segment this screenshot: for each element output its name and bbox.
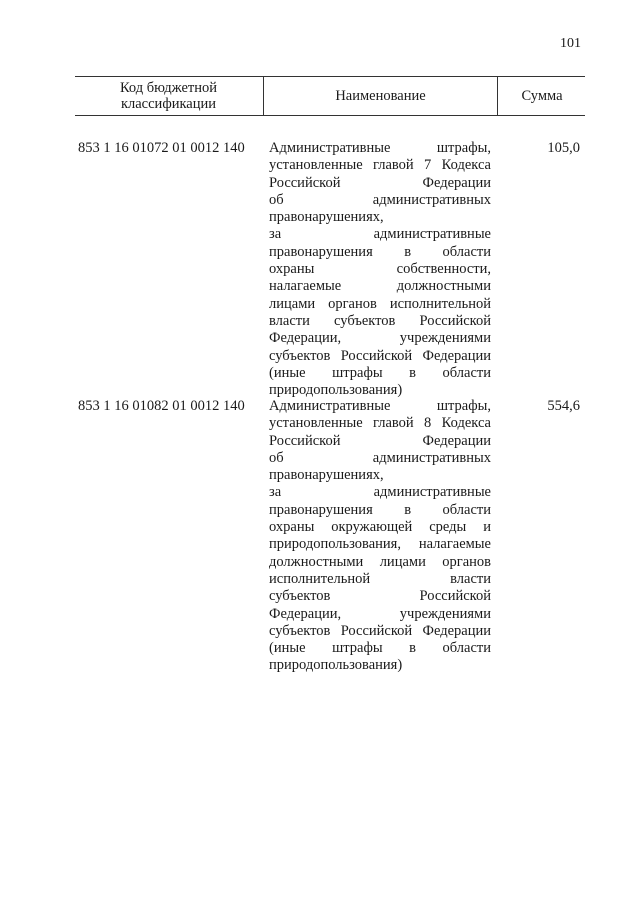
row-sum: 554,6 bbox=[547, 398, 580, 414]
description-line: должностными лицами органов bbox=[269, 553, 491, 570]
row-sum: 105,0 bbox=[547, 140, 580, 156]
description-line: исполнительной власти bbox=[269, 570, 491, 587]
description-line: правонарушениях, bbox=[269, 467, 384, 484]
description-line: охраны окружающей среды и bbox=[269, 519, 491, 536]
description-line: установленные главой 8 Кодекса bbox=[269, 415, 491, 432]
description-line: Федерации, учреждениями bbox=[269, 605, 491, 622]
description-line: субъектов Российской bbox=[269, 588, 491, 605]
description-line: Российской Федерации bbox=[269, 432, 491, 449]
description-line: природопользования, налагаемые bbox=[269, 536, 491, 553]
table-header bbox=[75, 76, 585, 116]
description-line: власти субъектов Российской bbox=[269, 312, 491, 329]
description-line: (иные штрафы в области bbox=[269, 364, 491, 381]
description-line: правонарушения в области bbox=[269, 501, 491, 518]
description-line: за административные bbox=[269, 226, 491, 243]
description-line: об административных bbox=[269, 449, 491, 466]
budget-code: 853 1 16 01072 01 0012 140 bbox=[78, 140, 245, 156]
description-line: природопользования) bbox=[269, 382, 403, 399]
description-line: налагаемые должностными bbox=[269, 278, 491, 295]
description-line: субъектов Российской Федерации bbox=[269, 347, 491, 364]
description-line: об административных bbox=[269, 191, 491, 208]
description-line: (иные штрафы в области bbox=[269, 640, 491, 657]
budget-code: 853 1 16 01082 01 0012 140 bbox=[78, 398, 245, 414]
description-line: Федерации, учреждениями bbox=[269, 330, 491, 347]
description-line: Административные штрафы, bbox=[269, 398, 491, 414]
description-line: лицами органов исполнительной bbox=[269, 295, 491, 312]
description-line: Российской Федерации bbox=[269, 174, 491, 191]
description-line: охраны собственности, bbox=[269, 261, 491, 278]
header-name: Наименование bbox=[263, 77, 497, 115]
description-line: за административные bbox=[269, 484, 491, 501]
row-description bbox=[269, 398, 491, 675]
header-code: Код бюджетной классификации bbox=[119, 80, 217, 112]
description-line: правонарушения в области bbox=[269, 243, 491, 260]
page-number: 101 bbox=[560, 36, 581, 51]
row-description bbox=[269, 140, 491, 399]
description-line: природопользования) bbox=[269, 657, 403, 674]
description-line: правонарушениях, bbox=[269, 209, 384, 226]
header-sum: Сумма bbox=[497, 77, 586, 115]
description-line: Административные штрафы, bbox=[269, 140, 491, 156]
description-line: установленные главой 7 Кодекса bbox=[269, 157, 491, 174]
description-line: субъектов Российской Федерации bbox=[269, 622, 491, 639]
